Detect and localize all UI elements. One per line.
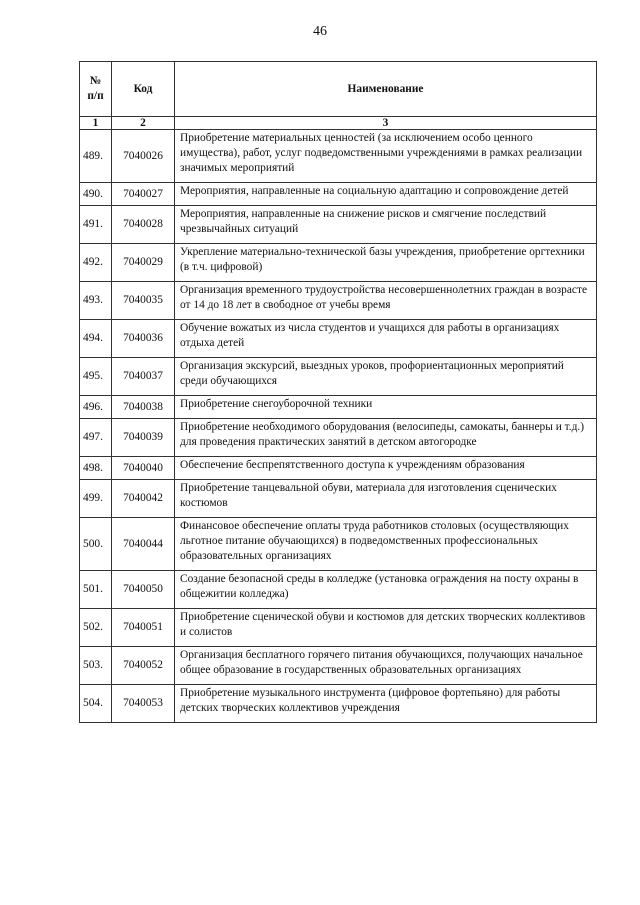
row-number: 502. [80,609,112,647]
column-number-2: 2 [112,117,175,130]
row-number: 491. [80,206,112,244]
row-name: Обеспечение беспрепятственного доступа к учреждениям образования [175,457,597,480]
table-row [80,571,597,609]
row-name: Организация временного трудоустройства несовершеннолетних граждан в возрасте от 14 до 18 лет в свободное от учебы время [175,282,597,320]
table-row [80,518,597,571]
table-row [80,457,597,480]
row-name: Приобретение танцевальной обуви, материала для изготовления сценических костюмов [175,480,597,518]
row-name: Мероприятия, направленные на социальную адаптацию и сопровождение детей [175,183,597,206]
row-number: 498. [80,457,112,480]
column-number-3: 3 [175,117,597,130]
row-number: 493. [80,282,112,320]
header-name: Наименование [175,62,597,117]
header-num: № п/п [80,62,112,117]
row-number: 501. [80,571,112,609]
column-number-row [80,117,597,130]
table-row [80,320,597,358]
row-number: 495. [80,358,112,396]
row-code: 7040039 [112,419,175,457]
row-code: 7040028 [112,206,175,244]
row-name: Приобретение сценической обуви и костюмов для детских творческих коллективов и солистов [175,609,597,647]
row-name: Организация экскурсий, выездных уроков, профориентационных мероприятий среди обучающихся [175,358,597,396]
row-name: Создание безопасной среды в колледже (установка ограждения на посту охраны в общежитии колледжа) [175,571,597,609]
table-row [80,480,597,518]
page-number: 46 [313,24,327,39]
row-code: 7040027 [112,183,175,206]
table-row [80,396,597,419]
row-code: 7040052 [112,647,175,685]
row-number: 490. [80,183,112,206]
row-code: 7040053 [112,685,175,723]
row-name: Финансовое обеспечение оплаты труда работников столовых (осуществляющих льготное питание обучающихся) в подведомственных профессиональных образовательных организациях [175,518,597,571]
table-row [80,419,597,457]
row-name: Укрепление материально-технической базы учреждения, приобретение оргтехники (в т.ч. цифровой) [175,244,597,282]
table-row [80,647,597,685]
row-code: 7040051 [112,609,175,647]
row-code: 7040044 [112,518,175,571]
row-name: Приобретение снегоуборочной техники [175,396,597,419]
row-code: 7040050 [112,571,175,609]
row-code: 7040042 [112,480,175,518]
row-number: 503. [80,647,112,685]
row-number: 489. [80,130,112,183]
row-name: Обучение вожатых из числа студентов и учащихся для работы в организациях отдыха детей [175,320,597,358]
table-row [80,685,597,723]
row-number: 499. [80,480,112,518]
row-name: Приобретение музыкального инструмента (цифровое фортепьяно) для работы детских творческих коллективов учреждения [175,685,597,723]
row-name: Приобретение материальных ценностей (за исключением особо ценного имущества), работ, услуг подведомственными учреждениями в рамках реализации значимых мероприятий [175,130,597,183]
table-row [80,282,597,320]
table-row [80,183,597,206]
row-number: 492. [80,244,112,282]
row-code: 7040037 [112,358,175,396]
row-name: Организация бесплатного горячего питания обучающихся, получающих начальное общее образование в государственных образовательных организациях [175,647,597,685]
table-row [80,609,597,647]
table-row [80,244,597,282]
row-name: Приобретение необходимого оборудования (велосипеды, самокаты, баннеры и т.д.) для проведения практических занятий в детском автогородке [175,419,597,457]
row-number: 497. [80,419,112,457]
row-name: Мероприятия, направленные на снижение рисков и смягчение последствий чрезвычайных ситуаций [175,206,597,244]
table-row [80,130,597,183]
row-number: 504. [80,685,112,723]
header-row [80,62,597,117]
table-row [80,206,597,244]
row-number: 500. [80,518,112,571]
row-code: 7040038 [112,396,175,419]
row-code: 7040029 [112,244,175,282]
row-number: 494. [80,320,112,358]
column-number-1: 1 [80,117,112,130]
row-code: 7040026 [112,130,175,183]
codes-table [79,61,597,723]
row-code: 7040036 [112,320,175,358]
row-code: 7040040 [112,457,175,480]
row-number: 496. [80,396,112,419]
header-code: Код [112,62,175,117]
row-code: 7040035 [112,282,175,320]
table-row [80,358,597,396]
